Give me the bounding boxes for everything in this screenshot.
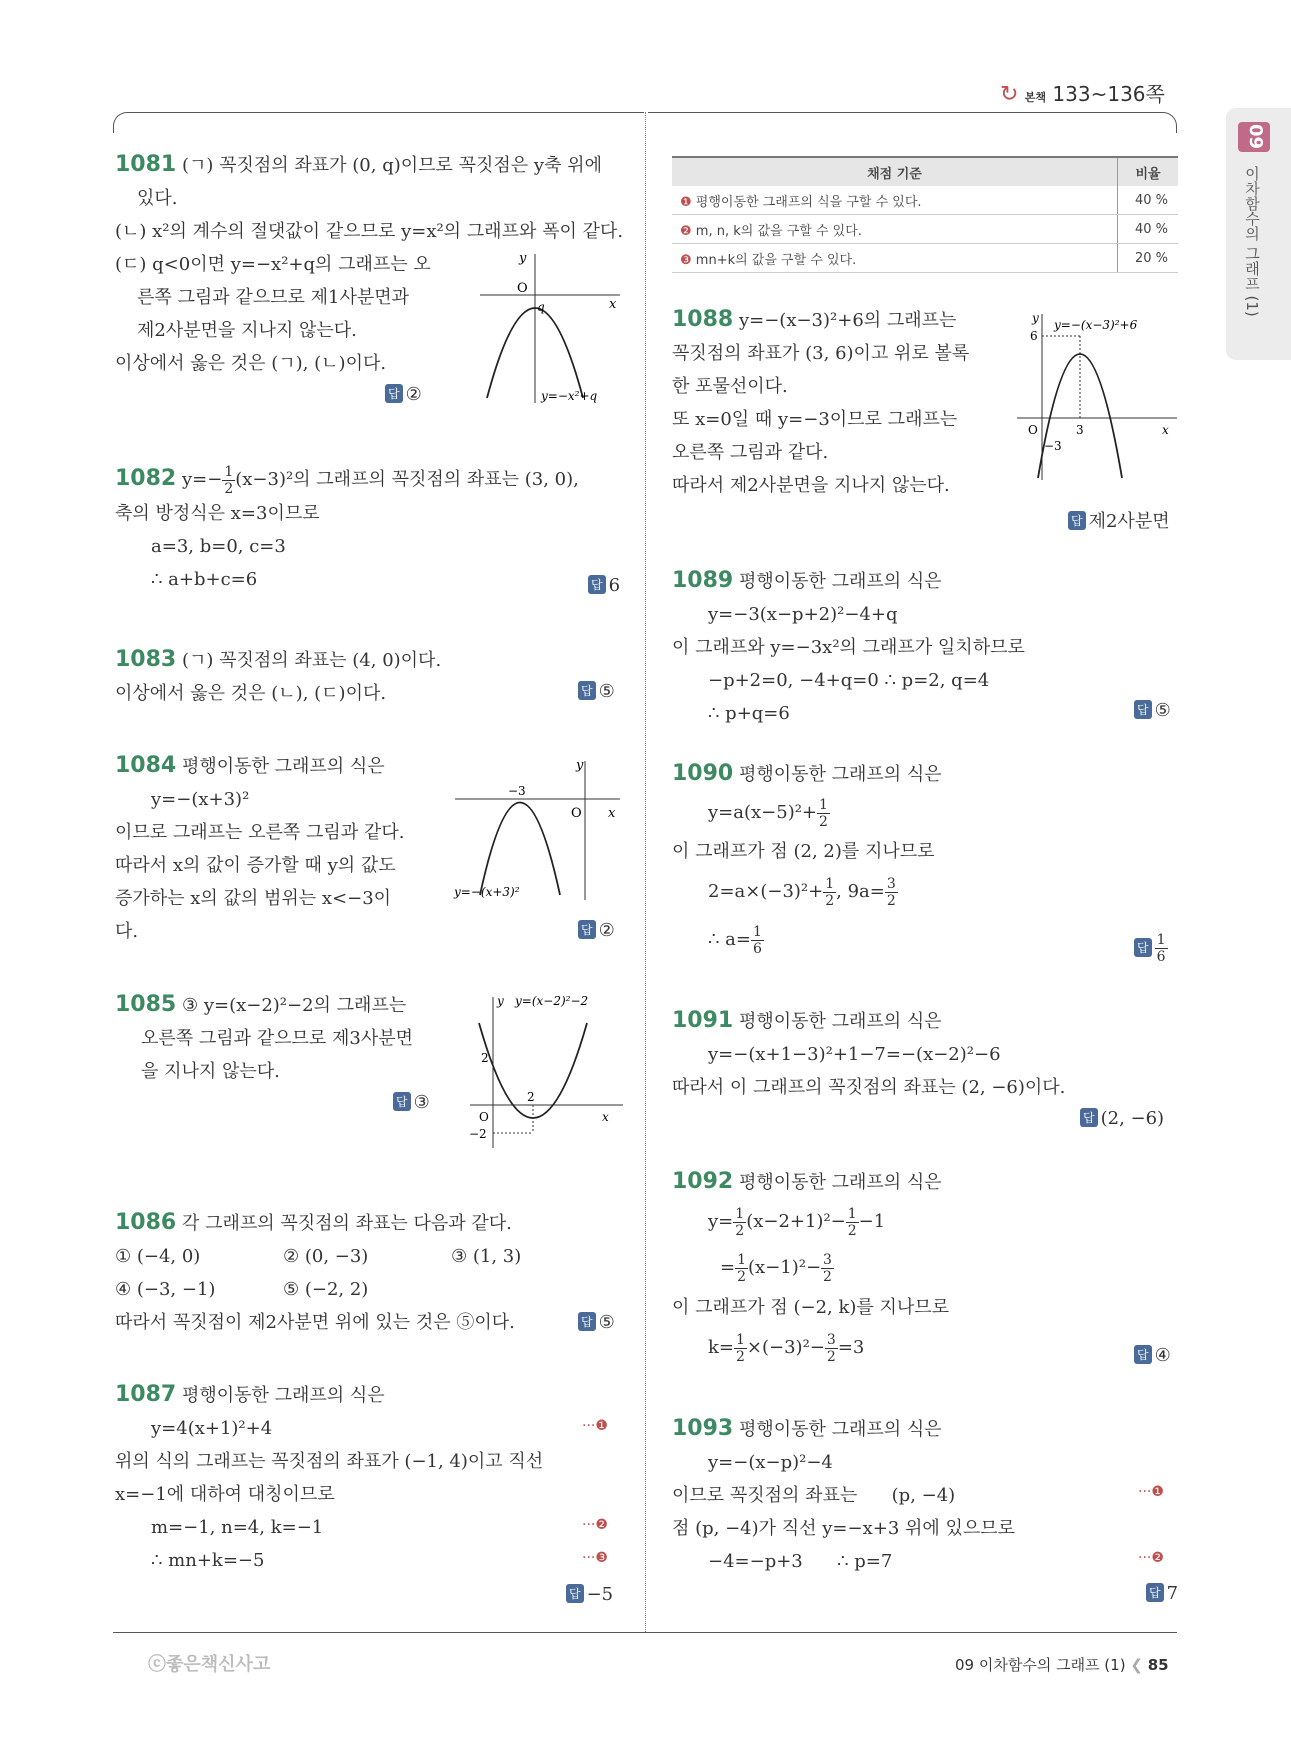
answer-value: 7: [1166, 1583, 1179, 1604]
text-line: y=4(x+1)²+4: [151, 1418, 273, 1439]
step-number: ❷: [1151, 1550, 1164, 1566]
footer-chapter: [955, 1654, 1169, 1675]
problem-1086: [115, 1206, 635, 1339]
text-line: x=−1에 대하여 대칭이므로: [115, 1484, 335, 1505]
fraction: [825, 1332, 838, 1365]
answer-value: ⑤: [598, 1312, 615, 1333]
text-line: (ㄱ) 꼭짓점의 좌표는 (4, 0)이다.: [181, 650, 442, 671]
problem-1085: [115, 988, 455, 1088]
problem-1088: [672, 303, 1022, 502]
text-span: 2=a×(−3)²+: [708, 881, 824, 902]
answer-badge-icon: 답: [1134, 1345, 1152, 1364]
text-line: 또 x=0일 때 y=−3이므로 그래프는: [672, 409, 958, 430]
text-line: y=−3(x−p+2)²−4+q: [708, 604, 898, 625]
tick-label: −3: [508, 784, 526, 798]
text-line: 평행이동한 그래프의 식은: [738, 1011, 942, 1032]
graph-1085: [465, 993, 630, 1151]
option: ① (−4, 0): [115, 1246, 201, 1267]
answer-1081: [385, 384, 422, 405]
tick-label: −3: [1044, 439, 1062, 453]
problem-number: 1082: [115, 466, 177, 491]
step-mark: ❶: [680, 194, 692, 210]
numerator: 1: [1156, 932, 1166, 948]
answer-1093: [1146, 1583, 1178, 1604]
text-line: −p+2=0, −4+q=0 ∴ p=2, q=4: [708, 670, 990, 691]
text-line: y=−(x−p)²−4: [708, 1452, 833, 1473]
problem-1093: [672, 1412, 1152, 1578]
answer-value: ⑤: [1154, 700, 1171, 721]
fraction: [733, 1206, 746, 1239]
chapter-title-vertical: 이차함수의 그래프 (1): [1243, 166, 1261, 317]
graph-1084: [450, 755, 625, 905]
option: ② (0, −3): [283, 1246, 369, 1267]
table-row: [672, 244, 1178, 273]
option: ④ (−3, −1): [115, 1279, 216, 1300]
denominator: 2: [735, 1222, 745, 1239]
answer-value: ⑤: [598, 681, 615, 702]
text-line: 따라서 x의 값이 증가할 때 y의 값도: [115, 855, 396, 876]
fraction: [734, 1332, 747, 1365]
axis-label: y: [497, 994, 504, 1008]
origin-label: O: [571, 806, 582, 821]
text-line: y=−(x+1−3)²+1−7=−(x−2)²−6: [708, 1044, 1001, 1065]
text-line: 위의 식의 그래프는 꼭짓점의 좌표가 (−1, 4)이고 직선: [115, 1451, 544, 1472]
answer-1092: [1134, 1345, 1171, 1366]
option: ③ (1, 3): [451, 1246, 522, 1267]
problem-1087: [115, 1378, 635, 1577]
denominator: 2: [819, 813, 828, 830]
step-marker-3: ···❸: [582, 1550, 608, 1566]
chapter-number: 09: [1238, 122, 1270, 152]
numerator: 1: [224, 463, 234, 480]
step-marker-2: ···❷: [1138, 1550, 1164, 1566]
problem-number: 1088: [672, 307, 734, 332]
text-line: 평행이동한 그래프의 식은: [181, 1385, 385, 1406]
answer-badge-icon: 답: [385, 384, 403, 403]
text-span: k=: [708, 1337, 734, 1358]
text-line: −4=−p+3 ∴ p=7: [708, 1551, 893, 1572]
axis-label: x: [609, 297, 617, 312]
fraction: [823, 876, 836, 909]
text-span: =: [720, 1257, 736, 1278]
text-line: 른쪽 그림과 같으므로 제1사분면과: [137, 287, 410, 308]
graph-1088: [1012, 308, 1180, 483]
graph-1081: [475, 248, 625, 408]
book-label: 본책: [1024, 91, 1047, 104]
table-cell: 평행이동한 그래프의 식을 구할 수 있다.: [695, 194, 922, 210]
fraction: [846, 1206, 859, 1239]
numerator: 3: [886, 875, 896, 892]
axis-label: y: [519, 251, 527, 266]
problem-1091: [672, 1004, 1172, 1104]
problem-number: 1089: [672, 568, 734, 593]
table-cell: 40 %: [1118, 215, 1179, 244]
fraction: [222, 464, 235, 497]
step-number: ❶: [595, 1418, 608, 1434]
text-line: 각 그래프의 꼭짓점의 좌표는 다음과 같다.: [181, 1213, 512, 1234]
text-line: 증가하는 x의 값의 범위는 x<−3이: [115, 888, 392, 909]
answer-1091: [1080, 1108, 1164, 1129]
answer-badge-icon: 답: [578, 681, 596, 700]
answer-1088: [1068, 507, 1170, 533]
problem-1083: [115, 643, 630, 710]
answer-1085: [393, 1092, 430, 1113]
page-range: 133~136쪽: [1052, 82, 1165, 106]
text-line: 다.: [115, 921, 139, 942]
text-line: (ㄷ) q<0이면 y=−x²+q의 그래프는 오: [115, 254, 431, 275]
answer-value: (2, −6): [1100, 1108, 1165, 1129]
step-marker-2: ···❷: [582, 1517, 608, 1533]
problem-number: 1090: [672, 761, 734, 786]
curve-label: y=−(x+3)²: [454, 885, 520, 899]
answer-value: ②: [405, 384, 422, 405]
answer-1082: [588, 575, 620, 596]
text-line: 이므로 꼭짓점의 좌표는 (p, −4): [672, 1485, 956, 1506]
text-line: (ㄴ) x²의 계수의 절댓값이 같으므로 y=x²의 그래프와 폭이 같다.: [115, 221, 624, 242]
table-cell: 20 %: [1118, 244, 1179, 273]
answer-value: 제2사분면: [1088, 511, 1170, 532]
numerator: 1: [825, 875, 835, 892]
text-span: (x−2+1)²−: [746, 1211, 846, 1232]
axis-label: x: [608, 806, 616, 821]
problem-1084: [115, 749, 445, 948]
problem-1092: [672, 1165, 1172, 1372]
text-span: ∴ a=: [708, 929, 751, 950]
text-line: 따라서 제2사분면을 지나지 않는다.: [672, 475, 950, 496]
origin-label: O: [1028, 423, 1038, 437]
answer-1083: [578, 681, 615, 702]
denominator: 2: [886, 892, 896, 909]
table-cell: 40 %: [1118, 186, 1179, 215]
denominator: 6: [753, 940, 762, 957]
denominator: 2: [823, 1268, 832, 1285]
text-line: ∴ mn+k=−5: [151, 1550, 265, 1571]
answer-value: ④: [1154, 1345, 1171, 1366]
numerator: 1: [847, 1205, 857, 1222]
problem-1089: [672, 564, 1172, 730]
axis-label: x: [1162, 423, 1169, 437]
table-cell: mn+k의 값을 구할 수 있다.: [695, 252, 857, 268]
denominator: 2: [736, 1348, 745, 1365]
denominator: 2: [737, 1268, 747, 1285]
grading-criteria-table: [672, 156, 1178, 273]
answer-value: ③: [413, 1092, 430, 1113]
text-line: y=−(x+3)²: [151, 789, 250, 810]
numerator: 1: [737, 1251, 747, 1268]
denominator: 6: [1156, 949, 1166, 965]
numerator: 1: [753, 923, 762, 940]
answer-1087: [566, 1584, 613, 1605]
table-row: [672, 186, 1178, 215]
option: ⑤ (−2, 2): [283, 1279, 369, 1300]
answer-value: −5: [586, 1584, 614, 1605]
text-line: 평행이동한 그래프의 식은: [181, 756, 385, 777]
text-line: 오른쪽 그림과 같으므로 제3사분면: [141, 1028, 414, 1049]
text-line: 평행이동한 그래프의 식은: [738, 571, 942, 592]
fraction: [751, 924, 764, 957]
denominator: 2: [847, 1222, 857, 1239]
problem-number: 1084: [115, 753, 177, 778]
problem-number: 1087: [115, 1382, 177, 1407]
problem-number: 1081: [115, 152, 177, 177]
curve-arrow-icon: ↻: [1000, 82, 1019, 107]
denominator: 2: [825, 892, 835, 909]
answer-badge-icon: 답: [588, 575, 606, 594]
text-line: 이 그래프가 점 (2, 2)를 지나므로: [672, 841, 935, 862]
column-divider: [645, 112, 646, 1632]
text-line: ∴ a+b+c=6: [151, 568, 258, 590]
answer-1089: [1134, 700, 1171, 721]
numerator: 3: [823, 1251, 832, 1268]
text-line: 이상에서 옳은 것은 (ㄱ), (ㄴ)이다.: [115, 353, 387, 374]
problem-number: 1092: [672, 1169, 734, 1194]
table-cell: m, n, k의 값을 구할 수 있다.: [695, 223, 862, 239]
text-line: (ㄱ) 꼭짓점의 좌표가 (0, q)이므로 꼭짓점은 y축 위에: [181, 155, 602, 176]
axis-label: x: [602, 1110, 609, 1124]
curve-label: y=−(x−3)²+6: [1054, 318, 1138, 332]
tick-label: q: [537, 300, 545, 314]
fraction: [1155, 932, 1168, 965]
text-span: (x−1)²−: [748, 1257, 822, 1278]
problem-number: 1091: [672, 1008, 734, 1033]
step-number: ❶: [1151, 1484, 1164, 1500]
fraction: [821, 1252, 834, 1285]
table-header: 채점 기준: [672, 157, 1118, 186]
problem-number: 1083: [115, 647, 177, 672]
text-line: 평행이동한 그래프의 식은: [738, 764, 942, 785]
page-reference: [1000, 78, 1165, 107]
step-marker-1: ···❶: [582, 1418, 608, 1434]
footer-rule: [113, 1632, 1177, 1633]
text-line: 을 지나지 않는다.: [141, 1061, 280, 1082]
table-row: [672, 215, 1178, 244]
tick-label: 2: [481, 1051, 489, 1065]
answer-1086: [578, 1312, 615, 1333]
answer-badge-icon: 답: [1068, 511, 1086, 530]
text-line: y=−(x−3)²+6의 그래프는: [738, 310, 957, 331]
answer-badge-icon: 답: [578, 1312, 596, 1331]
curve-label: y=−x²+q: [541, 389, 598, 403]
chapter-side-tab: [1226, 108, 1291, 360]
answer-1090: [1134, 932, 1168, 965]
text-line: 한 포물선이다.: [672, 376, 788, 397]
frame-top-right: [648, 112, 1177, 133]
problem-1082: [115, 462, 630, 596]
text-line: ∴ p+q=6: [708, 703, 790, 724]
tick-label: 2: [527, 1090, 535, 1104]
numerator: 1: [736, 1331, 745, 1348]
answer-badge-icon: 답: [1146, 1583, 1164, 1602]
step-mark: ❷: [680, 223, 692, 239]
text-line: 제2사분면을 지나지 않는다.: [137, 320, 357, 341]
text-line: 점 (p, −4)가 직선 y=−x+3 위에 있으므로: [672, 1518, 1016, 1539]
axis-label: y: [576, 758, 584, 773]
curve-label: y=(x−2)²−2: [515, 994, 589, 1008]
origin-label: O: [517, 281, 528, 296]
text-span: −1: [858, 1211, 886, 1232]
answer-badge-icon: 답: [566, 1584, 584, 1603]
page-number: 85: [1147, 1656, 1169, 1674]
text-line: 따라서 이 그래프의 꼭짓점의 좌표는 (2, −6)이다.: [672, 1077, 1066, 1098]
answer-badge-icon: 답: [393, 1092, 411, 1111]
text-span: y=a(x−5)²+: [708, 802, 818, 823]
problem-number: 1085: [115, 992, 177, 1017]
text-line: 축의 방정식은 x=3이므로: [115, 502, 320, 524]
answer-1084: [578, 920, 615, 941]
text-line: 이 그래프와 y=−3x²의 그래프가 일치하므로: [672, 637, 1025, 658]
origin-label: O: [479, 1110, 489, 1124]
text-span: ×(−3)²−: [746, 1337, 825, 1358]
text-span: y=: [708, 1211, 734, 1232]
step-number: ❸: [595, 1550, 608, 1566]
text-span: (x−3)²의 그래프의 꼭짓점의 좌표는 (3, 0),: [235, 469, 579, 490]
denominator: 2: [826, 1348, 836, 1365]
problem-1090: [672, 757, 1172, 964]
table-header: 비율: [1118, 157, 1179, 186]
tick-label: 6: [1030, 329, 1038, 343]
text-line: 있다.: [137, 188, 178, 209]
fraction: [885, 876, 898, 909]
text-line: 이 그래프가 점 (−2, k)를 지나므로: [672, 1297, 950, 1318]
text-line: 따라서 꼭짓점이 제2사분면 위에 있는 것은 ⑤이다.: [115, 1312, 515, 1333]
axis-label: y: [1032, 311, 1039, 325]
answer-badge-icon: 답: [1134, 700, 1152, 719]
tick-label: −2: [469, 1127, 487, 1141]
text-span: y=−: [181, 469, 223, 490]
step-marker-1: ···❶: [1138, 1484, 1164, 1500]
denominator: 2: [224, 480, 234, 497]
answer-badge-icon: 답: [1080, 1108, 1098, 1127]
text-line: 오른쪽 그림과 같다.: [672, 442, 829, 463]
numerator: 3: [826, 1331, 836, 1348]
problem-number: 1086: [115, 1210, 177, 1235]
text-line: 평행이동한 그래프의 식은: [738, 1419, 942, 1440]
frame-top-left: [113, 112, 644, 133]
text-line: ③ y=(x−2)²−2의 그래프는: [181, 995, 407, 1016]
text-line: 이므로 그래프는 오른쪽 그림과 같다.: [115, 822, 405, 843]
step-mark: ❸: [680, 252, 692, 268]
answer-badge-icon: 답: [578, 920, 596, 939]
answer-badge-icon: 답: [1134, 938, 1152, 957]
footer-chapter-title: 09 이차함수의 그래프 (1): [955, 1656, 1126, 1674]
answer-value: 6: [608, 575, 621, 596]
tick-label: 3: [1076, 423, 1084, 437]
text-span: =3: [837, 1337, 865, 1358]
publisher-logo: ⓒ좋은책신사고: [148, 1654, 271, 1675]
text-span: , 9a=: [836, 881, 885, 902]
numerator: 1: [819, 796, 828, 813]
problem-number: 1093: [672, 1416, 734, 1441]
step-number: ❷: [595, 1517, 608, 1533]
text-line: 평행이동한 그래프의 식은: [738, 1172, 942, 1193]
text-line: 꼭짓점의 좌표가 (3, 6)이고 위로 볼록: [672, 343, 970, 364]
chevron-left-icon: ❮: [1130, 1656, 1143, 1674]
text-line: 이상에서 옳은 것은 (ㄴ), (ㄷ)이다.: [115, 683, 387, 704]
fraction: [817, 797, 830, 830]
text-line: m=−1, n=4, k=−1: [151, 1517, 324, 1538]
fraction: [735, 1252, 748, 1285]
answer-value: ②: [598, 920, 615, 941]
numerator: 1: [735, 1205, 745, 1222]
text-line: a=3, b=0, c=3: [151, 535, 286, 557]
